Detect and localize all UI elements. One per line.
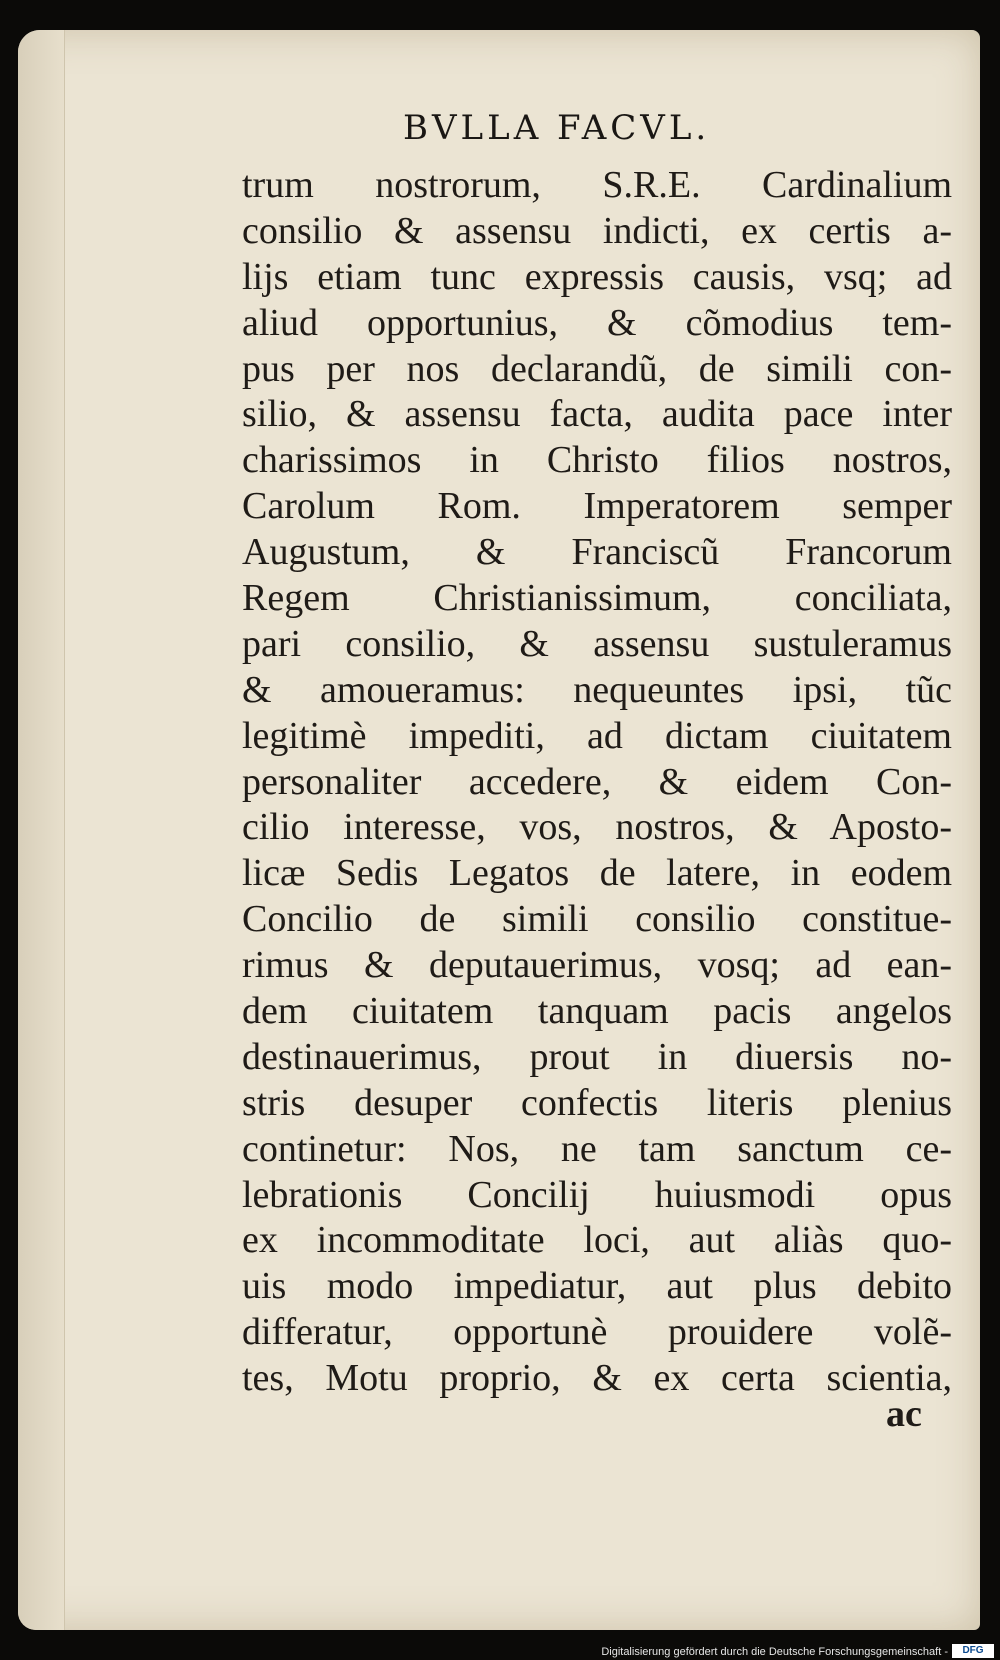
text-line: pari consilio, & assensu sustuleramus — [242, 622, 952, 665]
dfg-logo: DFG — [952, 1644, 994, 1658]
text-line: lijs etiam tunc expressis causis, vsq; ad — [242, 255, 952, 298]
text-line: destinauerimus, prout in diuersis no- — [242, 1035, 952, 1078]
running-head: BVLLA FACVL. — [403, 108, 711, 148]
text-line: ex incommoditate loci, aut aliàs quo- — [242, 1219, 952, 1262]
text-line: Concilio de simili consilio constitue- — [242, 898, 952, 941]
text-line: aliud opportunius, & cõmodius tem- — [242, 301, 952, 344]
text-line: Augustum, & Franciscũ Francorum — [242, 531, 952, 574]
text-line: rimus & deputauerimus, vosq; ad ean- — [242, 944, 952, 987]
text-line: trum nostrorum, S.R.E. Cardinalium — [242, 164, 952, 206]
page-edge — [18, 30, 65, 1630]
text-line: lebrationis Concilij huiusmodi opus — [242, 1173, 952, 1216]
book-page — [18, 30, 980, 1630]
text-line: stris desuper confectis literis plenius — [242, 1081, 952, 1124]
text-line: uis modo impediatur, aut plus debito — [242, 1265, 952, 1308]
text-line: & amoueramus: nequeuntes ipsi, tũc — [242, 668, 952, 711]
text-line: dem ciuitatem tanquam pacis angelos — [242, 990, 952, 1033]
text-line: consilio & assensu indicti, ex certis a- — [242, 209, 952, 252]
text-line: differatur, opportunè prouidere volẽ- — [242, 1311, 952, 1354]
text-line: Regem Christianissimum, conciliata, — [242, 577, 952, 620]
text-line: Carolum Rom. Imperatorem semper — [242, 485, 952, 528]
text-line: legitimè impediti, ad dictam ciuitatem — [242, 714, 952, 757]
digitization-credit: Digitalisierung gefördert durch die Deutsche Forschungsgemeinschaft - — [601, 1646, 948, 1658]
text-line: pus per nos declarandũ, de simili con- — [242, 347, 952, 390]
text-line: cilio interesse, vos, nostros, & Aposto- — [242, 806, 952, 849]
text-line: tes, Motu proprio, & ex certa scientia, — [242, 1357, 952, 1400]
text-line: silio, & assensu facta, audita pace inter — [242, 393, 952, 436]
catchword: ac — [886, 1393, 922, 1435]
text-line: charissimos in Christo filios nostros, — [242, 439, 952, 482]
text-block — [242, 163, 952, 1402]
text-line: licæ Sedis Legatos de latere, in eodem — [242, 852, 952, 895]
text-line: continetur: Nos, ne tam sanctum ce- — [242, 1127, 952, 1170]
text-line: personaliter accedere, & eidem Con- — [242, 760, 952, 803]
